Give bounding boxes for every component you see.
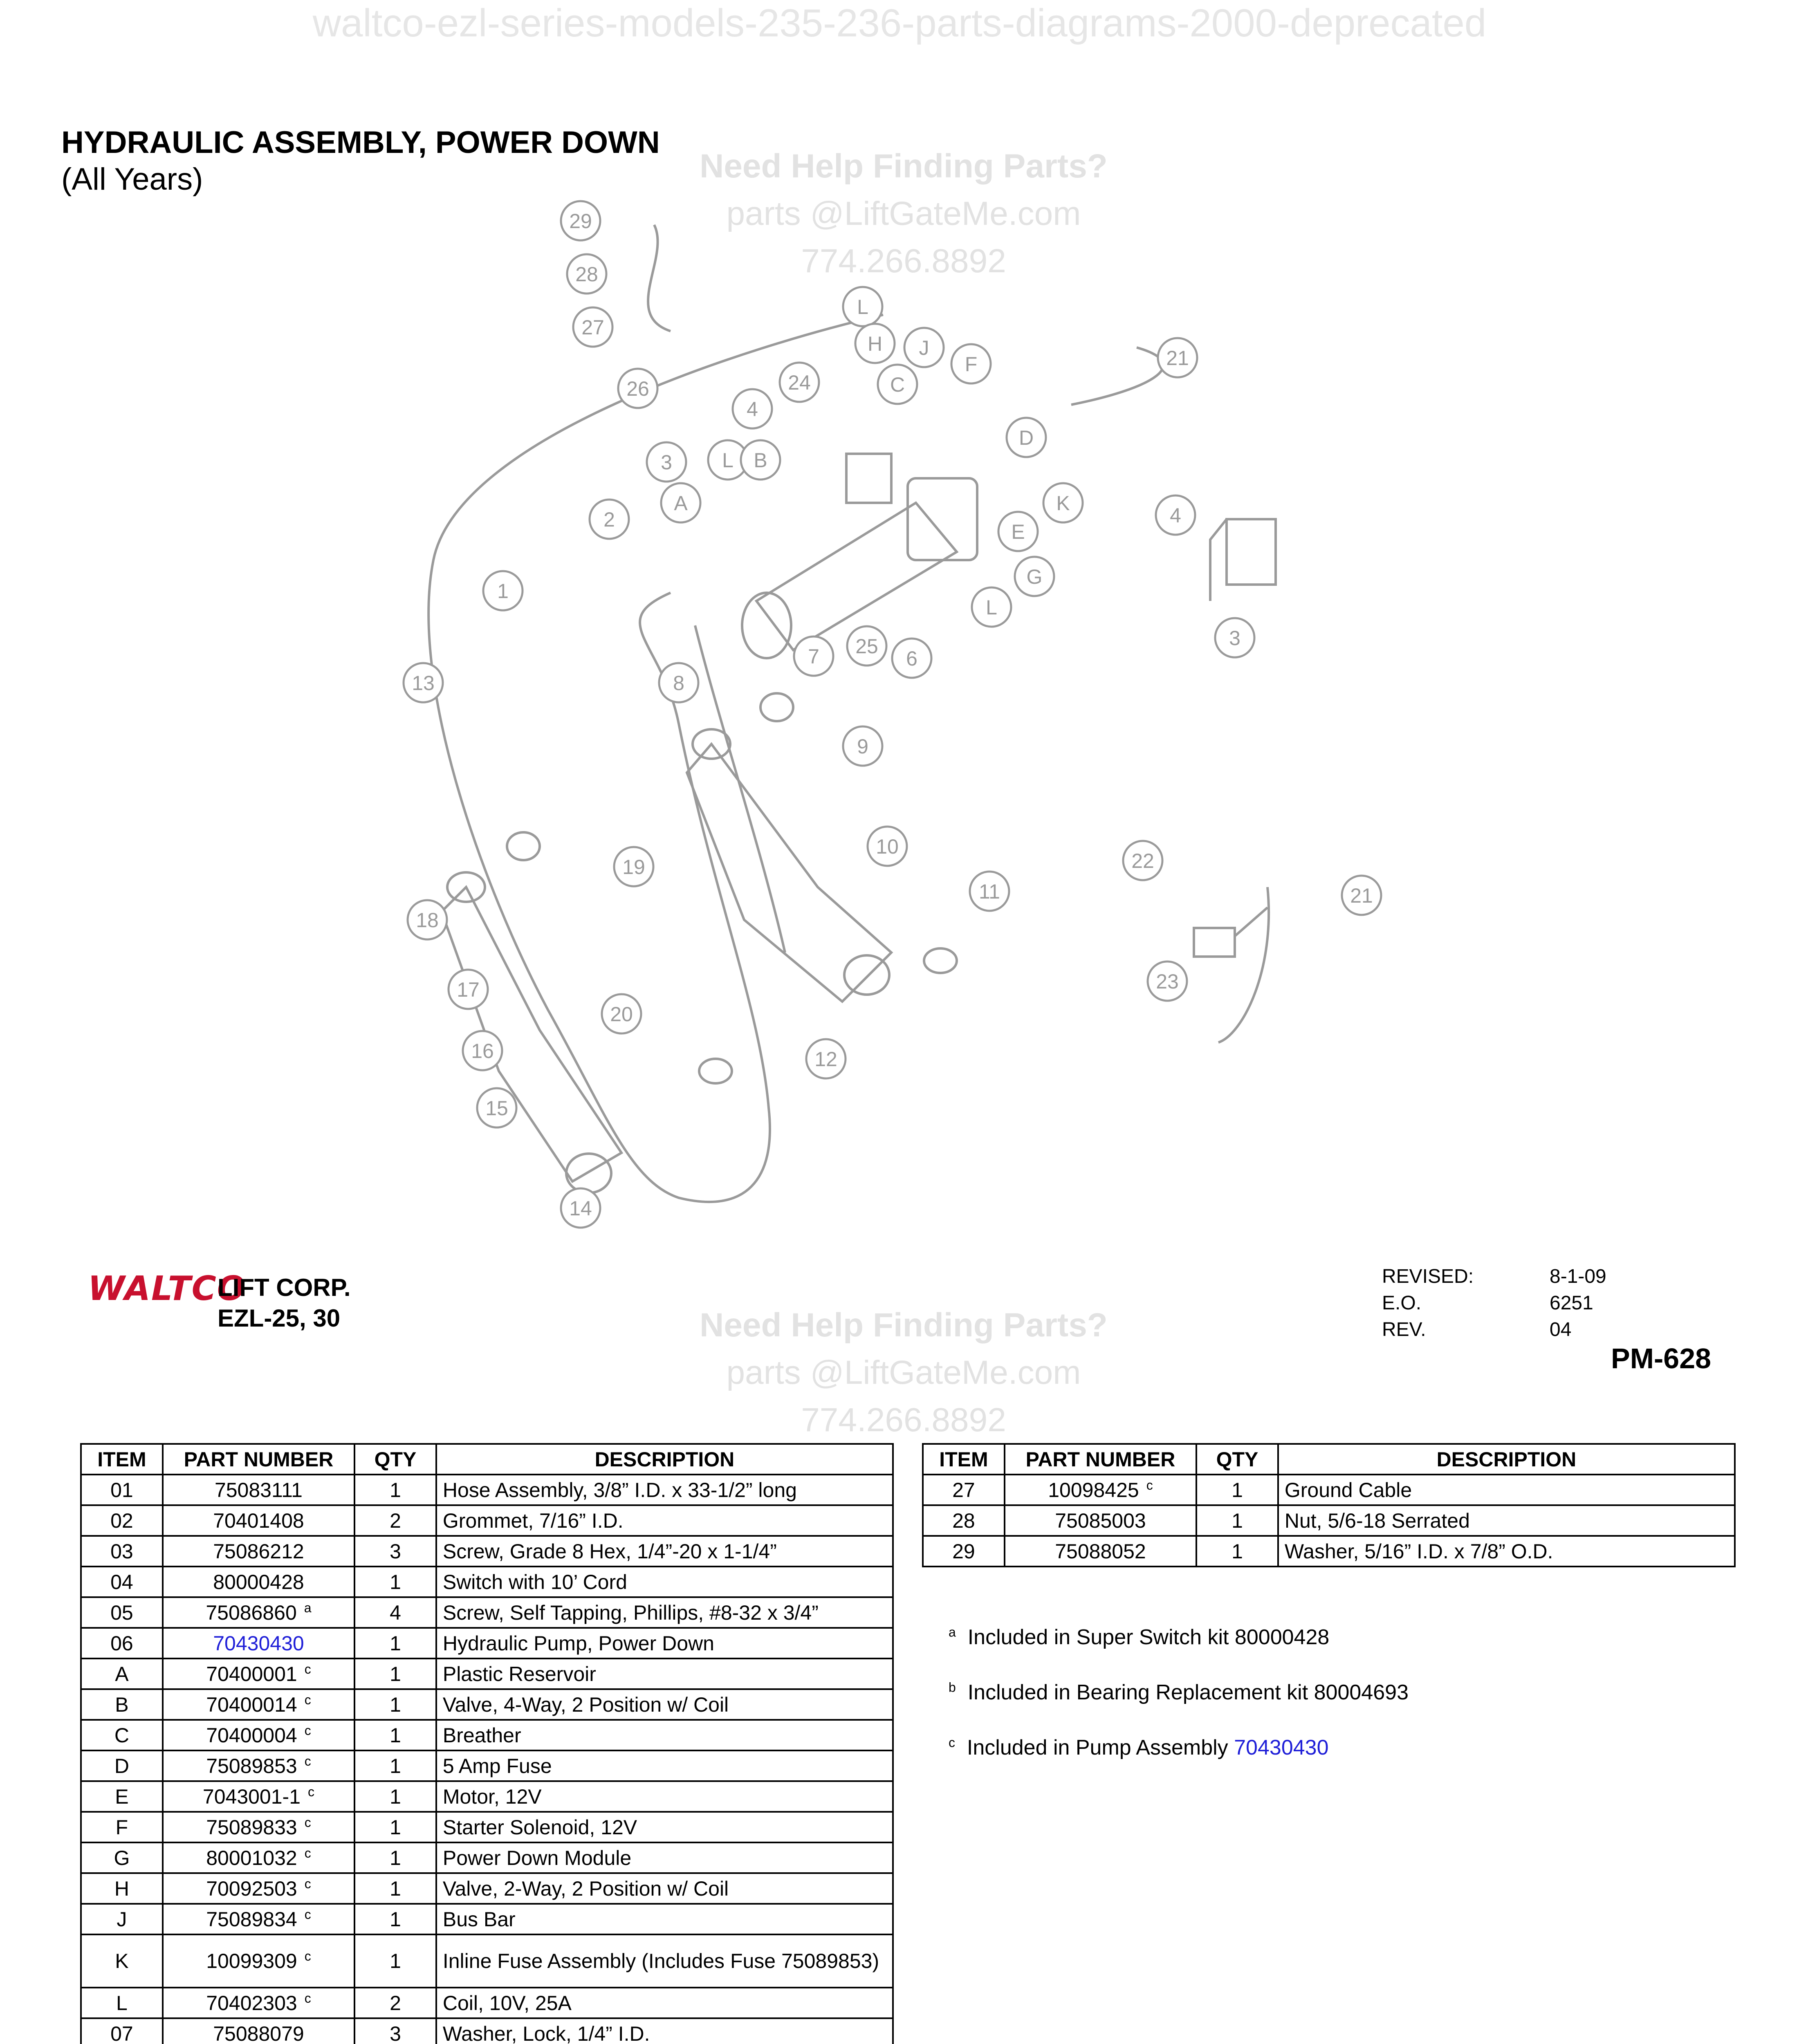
svg-text:29: 29	[569, 210, 592, 233]
cell-part-number	[1005, 1536, 1196, 1567]
table-row	[81, 1597, 893, 1628]
table-row	[81, 1475, 893, 1505]
table-row	[81, 1904, 893, 1934]
callout-11	[970, 872, 1009, 911]
cell-description: Starter Solenoid, 12V	[436, 1812, 893, 1842]
callout-26	[618, 369, 657, 408]
part-number: 70400004	[206, 1724, 297, 1747]
cell-description: Breather	[436, 1720, 893, 1750]
callout-L-2	[843, 287, 882, 326]
cell-part-number	[163, 1689, 354, 1720]
part-number: 7043001-1	[202, 1785, 301, 1808]
svg-text:12: 12	[814, 1048, 837, 1071]
svg-text:18: 18	[416, 909, 439, 932]
header-description: DESCRIPTION	[436, 1444, 893, 1475]
cell-part-number	[163, 2018, 354, 2044]
cell-description: Power Down Module	[436, 1842, 893, 1873]
part-number: 75089833	[206, 1815, 297, 1839]
cell-qty: 1	[1196, 1536, 1278, 1567]
table-row	[923, 1505, 1735, 1536]
table-header-row	[81, 1444, 893, 1475]
revised-value: 8-1-09	[1550, 1266, 1606, 1287]
part-number: 75088079	[213, 2022, 304, 2044]
callout-21-top	[1158, 338, 1197, 377]
svg-text:L: L	[986, 596, 997, 619]
cell-part-number	[163, 1720, 354, 1750]
cell-part-number	[163, 1567, 354, 1597]
page-code: PM-628	[1611, 1342, 1712, 1374]
cell-part-number	[163, 1628, 354, 1659]
cell-description: Motor, 12V	[436, 1781, 893, 1812]
table-row	[81, 1720, 893, 1750]
revised-label: REVISED:	[1382, 1266, 1474, 1287]
svg-text:16: 16	[471, 1040, 494, 1062]
cell-qty: 1	[354, 1934, 436, 1988]
cell-description: Hose Assembly, 3/8” I.D. x 33-1/2” long	[436, 1475, 893, 1505]
cell-item: G	[81, 1842, 163, 1873]
cell-item: 01	[81, 1475, 163, 1505]
cell-item: 29	[923, 1536, 1005, 1567]
svg-text:24: 24	[788, 371, 811, 394]
part-number: 80000428	[213, 1570, 304, 1594]
footnote-b	[949, 1680, 1409, 1705]
table-row	[81, 1628, 893, 1659]
cell-item: J	[81, 1904, 163, 1934]
callout-4-top	[733, 389, 772, 428]
footnote-reference: c	[1146, 1477, 1153, 1493]
cell-description: Nut, 5/6-18 Serrated	[1278, 1505, 1735, 1536]
callout-L-3	[972, 587, 1011, 627]
callout-15	[477, 1088, 516, 1127]
callout-F	[951, 344, 991, 383]
callout-J	[904, 328, 944, 367]
cell-qty: 1	[354, 1904, 436, 1934]
svg-text:20: 20	[610, 1003, 633, 1026]
footnote-mark: b	[949, 1680, 956, 1695]
callout-4-side	[1156, 495, 1195, 535]
cell-part-number	[163, 1934, 354, 1988]
header-part-number: PART NUMBER	[163, 1444, 354, 1475]
footnote-mark: c	[949, 1735, 955, 1750]
page-title: HYDRAULIC ASSEMBLY, POWER DOWN	[61, 125, 660, 160]
cell-description: Ground Cable	[1278, 1475, 1735, 1505]
cell-part-number	[163, 1750, 354, 1781]
cell-qty: 1	[354, 1659, 436, 1689]
svg-text:3: 3	[1229, 627, 1240, 650]
svg-text:28: 28	[575, 263, 598, 286]
cell-part-number	[163, 1505, 354, 1536]
part-number: 80001032	[206, 1846, 297, 1869]
cell-item: 04	[81, 1567, 163, 1597]
model-name: EZL-25, 30	[218, 1304, 341, 1332]
rev-value: 04	[1550, 1319, 1572, 1340]
callout-25	[847, 626, 886, 666]
parts-table-right	[922, 1443, 1736, 1567]
svg-text:6: 6	[906, 647, 917, 670]
svg-text:1: 1	[497, 580, 509, 603]
svg-text:J: J	[919, 336, 929, 359]
exploded-parts-diagram	[376, 192, 1390, 1239]
callout-C	[878, 365, 917, 404]
cell-qty: 2	[354, 1988, 436, 2018]
svg-text:E: E	[1011, 520, 1025, 543]
cell-item: A	[81, 1659, 163, 1689]
cell-part-number	[163, 1842, 354, 1873]
cell-qty: 1	[354, 1873, 436, 1904]
table-row	[81, 1812, 893, 1842]
table-row	[81, 1689, 893, 1720]
cell-item: 05	[81, 1597, 163, 1628]
cell-description: Bus Bar	[436, 1904, 893, 1934]
table-row	[923, 1536, 1735, 1567]
callout-A	[661, 483, 700, 522]
header-qty: QTY	[354, 1444, 436, 1475]
cell-part-number	[163, 1812, 354, 1842]
cell-item: 06	[81, 1628, 163, 1659]
callout-24	[780, 363, 819, 402]
callout-9	[843, 726, 882, 766]
help-watermark-middle	[617, 1306, 1190, 1439]
cell-part-number	[163, 1597, 354, 1628]
cell-part-number	[163, 1536, 354, 1567]
part-number: 75086212	[213, 1540, 304, 1563]
svg-text:C: C	[890, 373, 905, 396]
cell-item: K	[81, 1934, 163, 1988]
cell-part-number	[163, 1904, 354, 1934]
cell-qty: 2	[354, 1505, 436, 1536]
footnote-reference: c	[304, 1949, 311, 1964]
waltco-logo: WALTCO	[88, 1269, 247, 1308]
cell-qty: 1	[354, 1628, 436, 1659]
cell-qty: 1	[354, 1750, 436, 1781]
table-row	[81, 1988, 893, 2018]
callout-20	[602, 994, 641, 1033]
svg-text:A: A	[674, 492, 688, 515]
cell-part-number	[1005, 1505, 1196, 1536]
callout-3-side	[1215, 618, 1254, 657]
callout-14	[561, 1188, 600, 1228]
footnote-c	[949, 1735, 1329, 1760]
svg-text:2: 2	[603, 508, 615, 531]
table-row	[81, 1781, 893, 1812]
callout-2	[590, 500, 629, 539]
table-row	[81, 1873, 893, 1904]
callout-K	[1043, 483, 1083, 522]
callout-8	[659, 663, 698, 702]
callout-10	[868, 827, 907, 866]
part-number: 70092503	[206, 1877, 297, 1900]
cell-description: Washer, 5/16” I.D. x 7/8” O.D.	[1278, 1536, 1735, 1567]
cell-item: L	[81, 1988, 163, 2018]
svg-text:19: 19	[622, 856, 645, 879]
svg-text:F: F	[965, 353, 978, 376]
cell-part-number	[163, 1659, 354, 1689]
cell-qty: 1	[354, 1781, 436, 1812]
svg-text:7: 7	[808, 645, 819, 668]
cell-qty: 1	[354, 1567, 436, 1597]
footnote-reference: c	[304, 1990, 311, 2006]
table-row	[81, 1536, 893, 1567]
cell-item: 27	[923, 1475, 1005, 1505]
rev-label: REV.	[1382, 1319, 1426, 1340]
callout-1	[483, 571, 523, 610]
cell-item: 07	[81, 2018, 163, 2044]
svg-text:9: 9	[857, 735, 868, 758]
cell-description: Hydraulic Pump, Power Down	[436, 1628, 893, 1659]
cell-item: 02	[81, 1505, 163, 1536]
callout-7	[794, 637, 833, 676]
help-line-1: Need Help Finding Parts?	[700, 1307, 1108, 1344]
cell-qty: 1	[354, 1689, 436, 1720]
top-watermark: waltco-ezl-series-models-235-236-parts-diagrams-2000-deprecated	[312, 1, 1487, 45]
callout-27	[573, 307, 612, 347]
footnote-reference: c	[308, 1784, 315, 1799]
callout-6	[892, 639, 931, 678]
svg-text:26: 26	[626, 377, 649, 400]
part-number: 75086860	[206, 1601, 297, 1624]
svg-text:14: 14	[569, 1197, 592, 1220]
header-qty: QTY	[1196, 1444, 1278, 1475]
cell-qty: 1	[354, 1475, 436, 1505]
table-row	[81, 2018, 893, 2044]
footnote-reference: c	[304, 1907, 311, 1922]
cell-description: Washer, Lock, 1/4” I.D.	[436, 2018, 893, 2044]
part-number: 70400014	[206, 1693, 297, 1716]
page-subtitle: (All Years)	[61, 162, 203, 197]
svg-text:L: L	[857, 296, 868, 318]
cell-item: B	[81, 1689, 163, 1720]
footnote-reference: c	[304, 1661, 311, 1676]
cell-qty: 3	[354, 2018, 436, 2044]
svg-text:22: 22	[1131, 849, 1154, 872]
svg-text:K: K	[1056, 492, 1070, 515]
callout-12	[806, 1039, 846, 1078]
part-number: 75089853	[206, 1754, 297, 1777]
table-row	[81, 1505, 893, 1536]
cell-item: D	[81, 1750, 163, 1781]
footnote-reference: c	[304, 1692, 311, 1707]
svg-text:17: 17	[457, 978, 480, 1001]
callout-21-bottom	[1342, 876, 1381, 915]
svg-text:D: D	[1018, 426, 1034, 449]
footnote-reference: c	[304, 1723, 311, 1738]
parts-table-left	[80, 1443, 894, 2044]
svg-text:21: 21	[1166, 347, 1189, 370]
cell-description: Valve, 4-Way, 2 Position w/ Coil	[436, 1689, 893, 1720]
part-number: 75088052	[1055, 1540, 1146, 1563]
footnote-reference: c	[304, 1876, 311, 1891]
table-row	[81, 1659, 893, 1689]
cell-qty: 1	[1196, 1505, 1278, 1536]
help-line-3: 774.266.8892	[801, 1401, 1006, 1439]
header-part-number: PART NUMBER	[1005, 1444, 1196, 1475]
svg-text:3: 3	[661, 451, 672, 474]
svg-text:15: 15	[485, 1097, 508, 1120]
svg-text:13: 13	[412, 672, 435, 695]
table-row	[81, 1750, 893, 1781]
part-number: 10099309	[206, 1950, 297, 1972]
svg-text:11: 11	[979, 880, 1000, 903]
svg-text:23: 23	[1156, 970, 1179, 993]
help-line-3: 774.266.8892	[801, 242, 1006, 280]
cell-description: Plastic Reservoir	[436, 1659, 893, 1689]
callout-19	[614, 847, 653, 886]
callout-28	[567, 254, 606, 294]
footnote-text: Included in Pump Assembly	[967, 1736, 1234, 1759]
svg-text:4: 4	[1170, 504, 1181, 527]
cell-description: Coil, 10V, 25A	[436, 1988, 893, 2018]
header-description: DESCRIPTION	[1278, 1444, 1735, 1475]
callout-18	[408, 900, 447, 939]
svg-text:8: 8	[673, 672, 684, 695]
cell-qty: 1	[354, 1842, 436, 1873]
callout-16	[463, 1031, 502, 1070]
header-item: ITEM	[923, 1444, 1005, 1475]
table-row	[81, 1934, 893, 1988]
cell-description: Screw, Self Tapping, Phillips, #8-32 x 3/4”	[436, 1597, 893, 1628]
header-item: ITEM	[81, 1444, 163, 1475]
table-row	[81, 1567, 893, 1597]
eo-label: E.O.	[1382, 1292, 1422, 1314]
svg-text:H: H	[867, 332, 883, 355]
callout-3-top	[647, 442, 686, 482]
part-number: 70402303	[206, 1991, 297, 2015]
help-line-2: parts @LiftGateMe.com	[726, 1354, 1081, 1391]
help-line-2: parts @LiftGateMe.com	[726, 195, 1081, 232]
svg-text:10: 10	[876, 835, 899, 858]
footnote-mark: a	[949, 1625, 956, 1640]
svg-text:L: L	[722, 449, 734, 472]
table-header-row	[923, 1444, 1735, 1475]
parts-table-left-body	[81, 1475, 893, 2044]
cell-item: C	[81, 1720, 163, 1750]
cell-item: E	[81, 1781, 163, 1812]
svg-text:B: B	[754, 449, 767, 472]
callout-D	[1007, 418, 1046, 457]
svg-text:27: 27	[581, 316, 604, 339]
part-number: 75089834	[206, 1907, 297, 1931]
cell-item: F	[81, 1812, 163, 1842]
cell-part-number	[163, 1781, 354, 1812]
cell-part-number	[163, 1988, 354, 2018]
pump-assembly-link[interactable]: 70430430	[1234, 1736, 1329, 1759]
part-number-link[interactable]: 70430430	[213, 1632, 304, 1655]
callout-H	[855, 324, 895, 363]
callout-B	[741, 440, 780, 480]
cell-item: H	[81, 1873, 163, 1904]
svg-text:G: G	[1026, 565, 1043, 588]
svg-text:4: 4	[747, 398, 758, 421]
footnote-reference: a	[304, 1600, 312, 1615]
callout-13	[404, 663, 443, 702]
cell-description: Inline Fuse Assembly (Includes Fuse 75089853)	[436, 1934, 893, 1988]
cell-description: Valve, 2-Way, 2 Position w/ Coil	[436, 1873, 893, 1904]
cell-qty: 1	[354, 1720, 436, 1750]
table-row	[923, 1475, 1735, 1505]
cell-qty: 1	[1196, 1475, 1278, 1505]
svg-text:25: 25	[855, 635, 878, 658]
footnote-text: Included in Bearing Replacement kit 80004693	[967, 1681, 1409, 1704]
cell-description: Screw, Grade 8 Hex, 1/4”-20 x 1-1/4”	[436, 1536, 893, 1567]
footnote-text: Included in Super Switch kit 80000428	[967, 1625, 1330, 1649]
footnote-a	[949, 1625, 1329, 1650]
cell-part-number	[1005, 1475, 1196, 1505]
eo-value: 6251	[1550, 1292, 1593, 1314]
callout-E	[998, 512, 1038, 551]
callout-29	[561, 201, 600, 240]
cell-part-number	[163, 1873, 354, 1904]
callout-17	[449, 970, 488, 1009]
callout-23	[1148, 961, 1187, 1001]
cell-qty: 1	[354, 1812, 436, 1842]
footnote-reference: c	[304, 1815, 311, 1830]
part-number: 70401408	[213, 1509, 304, 1532]
callout-22	[1123, 841, 1162, 880]
callout-G	[1015, 557, 1054, 596]
parts-table-right-body	[923, 1475, 1735, 1567]
cell-description: Switch with 10’ Cord	[436, 1567, 893, 1597]
cell-item: 28	[923, 1505, 1005, 1536]
part-number: 75083111	[214, 1478, 303, 1502]
svg-text:21: 21	[1350, 884, 1373, 907]
part-number: 10098425	[1048, 1478, 1139, 1502]
table-row	[81, 1842, 893, 1873]
cell-description: Grommet, 7/16” I.D.	[436, 1505, 893, 1536]
cell-part-number	[163, 1475, 354, 1505]
help-line-1: Need Help Finding Parts?	[700, 148, 1108, 185]
part-number: 70400001	[206, 1662, 297, 1685]
footnote-reference: c	[304, 1845, 311, 1860]
cell-qty: 4	[354, 1597, 436, 1628]
cell-item: 03	[81, 1536, 163, 1567]
cell-qty: 3	[354, 1536, 436, 1567]
part-number: 75085003	[1055, 1509, 1146, 1532]
footnote-reference: c	[304, 1753, 311, 1768]
cell-description: 5 Amp Fuse	[436, 1750, 893, 1781]
company-name: LIFT CORP.	[218, 1274, 351, 1301]
